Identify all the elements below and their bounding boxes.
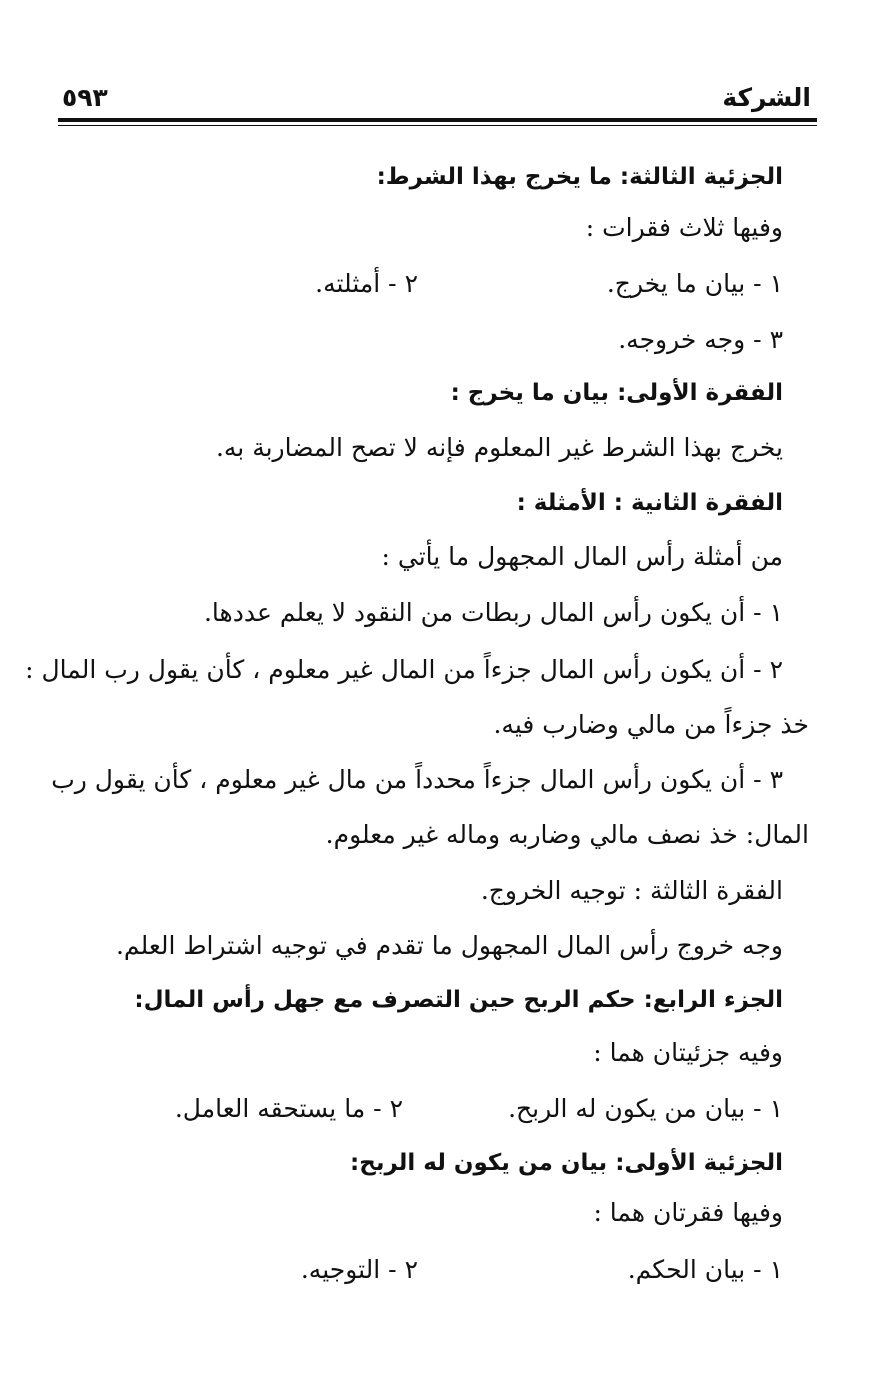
page-number: ٥٩٣	[62, 83, 108, 112]
list-item: ٢ - أن يكون رأس المال جزءاً من المال غير معلوم ، كأن يقول رب المال :	[25, 655, 783, 684]
list-item: ١ - بيان من يكون له الربح.	[508, 1094, 783, 1123]
paragraph-line: وفيها ثلاث فقرات :	[585, 213, 783, 242]
header-rule-thick	[58, 118, 817, 122]
list-item: ٢ - أمثلته.	[315, 269, 418, 298]
list-item: ٣ - أن يكون رأس المال جزءاً محدداً من مال غير معلوم ، كأن يقول رب	[51, 765, 783, 794]
paragraph-line: وفيه جزئيتان هما :	[593, 1038, 783, 1067]
subsection-heading: الجزئية الأولى: بيان من يكون له الربح:	[350, 1150, 783, 1176]
paragraph-line: المال: خذ نصف مالي وضاربه وماله غير معلوم.	[325, 820, 809, 849]
paragraph-heading: الفقرة الثانية : الأمثلة :	[516, 490, 783, 516]
paragraph-line: وجه خروج رأس المال المجهول ما تقدم في توجيه اشتراط العلم.	[115, 931, 783, 960]
list-item: ١ - بيان الحكم.	[627, 1255, 783, 1284]
list-item: ٢ - التوجيه.	[300, 1255, 418, 1284]
running-header-title: الشركة	[722, 83, 811, 112]
paragraph-heading: الفقرة الأولى: بيان ما يخرج :	[450, 380, 783, 406]
paragraph-line: خذ جزءاً من مالي وضارب فيه.	[493, 710, 809, 739]
header-rule-thin	[58, 125, 817, 126]
subsection-heading: الجزئية الثالثة: ما يخرج بهذا الشرط:	[376, 164, 783, 190]
paragraph-line: يخرج بهذا الشرط غير المعلوم فإنه لا تصح المضاربة به.	[215, 433, 783, 462]
paragraph-line: من أمثلة رأس المال المجهول ما يأتي :	[381, 542, 783, 571]
list-item: ٢ - ما يستحقه العامل.	[174, 1094, 403, 1123]
list-item: ١ - أن يكون رأس المال ربطات من النقود لا يعلم عددها.	[203, 598, 783, 627]
section-heading: الجزء الرابع: حكم الربح حين التصرف مع جهل رأس المال:	[134, 987, 783, 1013]
list-item: ١ - بيان ما يخرج.	[606, 269, 783, 298]
paragraph-line: وفيها فقرتان هما :	[593, 1198, 783, 1227]
paragraph-heading: الفقرة الثالثة : توجيه الخروج.	[480, 876, 783, 905]
list-item: ٣ - وجه خروجه.	[618, 325, 783, 354]
